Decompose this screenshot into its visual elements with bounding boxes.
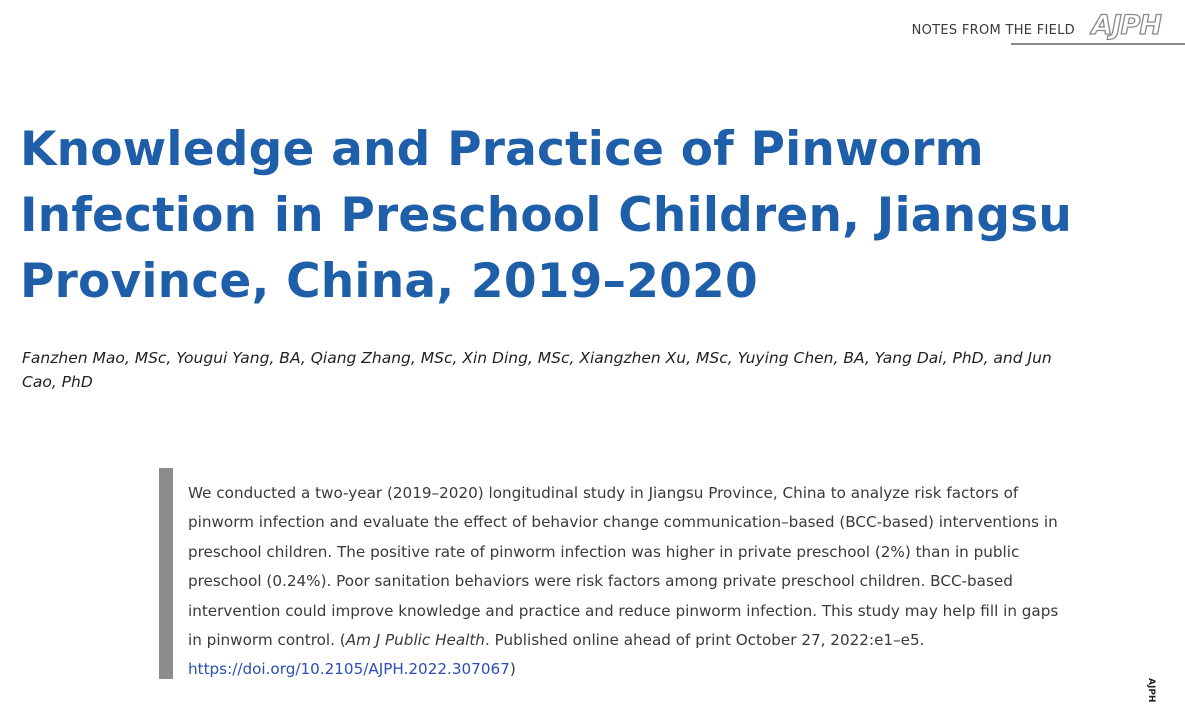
section-label: NOTES FROM THE FIELD bbox=[911, 23, 1075, 38]
abstract-accent-bar bbox=[159, 468, 173, 679]
side-journal-label: AJPH bbox=[1146, 678, 1156, 703]
author-list: Fanzhen Mao, MSc, Yougui Yang, BA, Qiang Zhang, MSc, Xin Ding, MSc, Xiangzhen Xu, MSc, Yuying Chen, BA, Yang Dai, PhD, and Jun Cao, PhD bbox=[22, 349, 1052, 391]
page-header bbox=[885, 10, 1185, 50]
header-rule bbox=[1011, 43, 1185, 45]
citation-details: . Published online ahead of print October 27, 2022:e1–e5. bbox=[484, 631, 925, 650]
ajph-logo: AJPH bbox=[1091, 10, 1161, 41]
abstract-block bbox=[159, 468, 1079, 679]
abstract-body: We conducted a two-year (2019–2020) longitudinal study in Jiangsu Province, China to analyze risk factors of pinworm infection and evaluate the effect of behavior change communication–based (BCC-based) interventions in preschool children. The positive rate of pinworm infection was higher in private preschool (2%) than in public preschool (0.24%). Poor sanitation behaviors were risk factors among private preschool children. BCC-based intervention could improve knowledge and practice and reduce pinworm infection. This study may help fill in gaps in pinworm control. ( bbox=[188, 484, 1059, 650]
doi-link[interactable]: https://doi.org/10.2105/AJPH.2022.307067 bbox=[188, 660, 510, 679]
citation-journal: Am J Public Health bbox=[345, 631, 485, 650]
article-title: Knowledge and Practice of Pinworm Infection in Preschool Children, Jiangsu Province, China, 2019–2020 bbox=[20, 122, 1073, 309]
citation-close: ) bbox=[509, 660, 516, 679]
abstract-text bbox=[188, 479, 1073, 685]
